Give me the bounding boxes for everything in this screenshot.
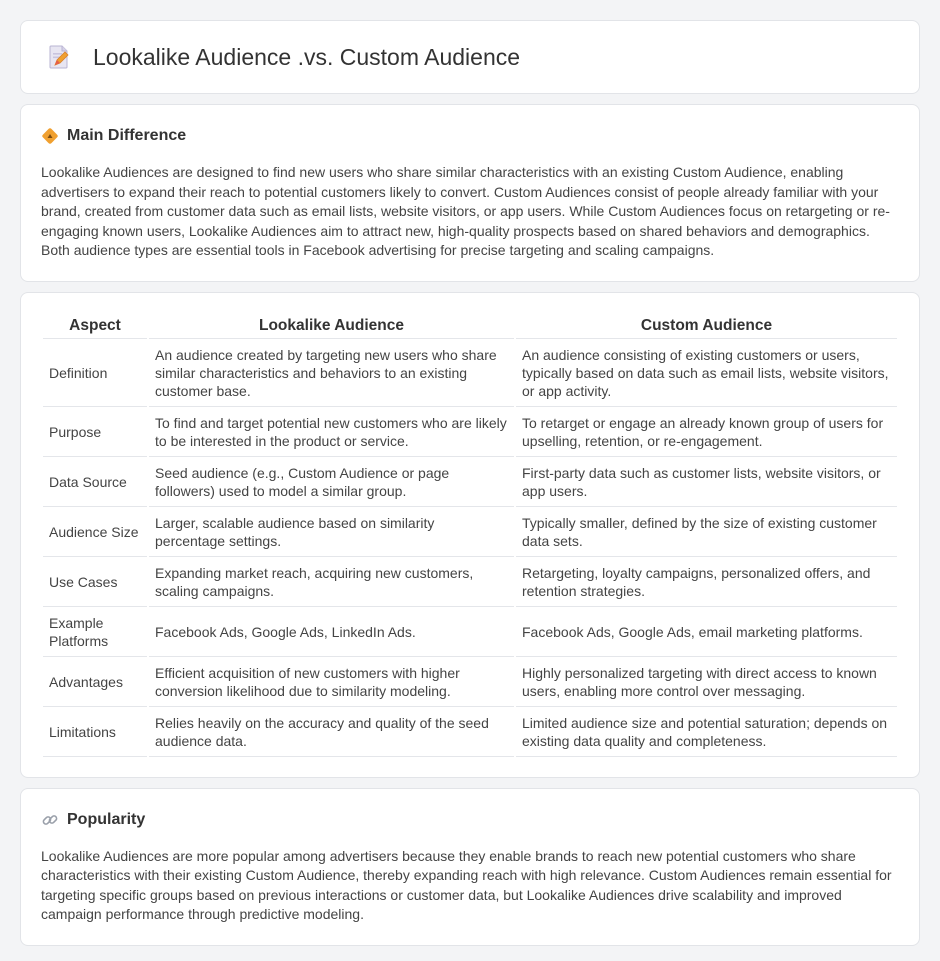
row-custom: An audience consisting of existing customers or users, typically based on data such as email lists, website visitors, or app activity.	[516, 339, 897, 407]
row-aspect: Definition	[43, 339, 147, 407]
table-row	[43, 507, 897, 557]
table-row	[43, 657, 897, 707]
table-row	[43, 557, 897, 607]
popularity-header	[41, 811, 899, 829]
row-lookalike: Facebook Ads, Google Ads, LinkedIn Ads.	[149, 607, 514, 657]
popularity-section	[20, 788, 920, 946]
header-aspect: Aspect	[43, 313, 147, 339]
table-row	[43, 339, 897, 407]
row-custom: Limited audience size and potential saturation; depends on existing data quality and completeness.	[516, 707, 897, 757]
table-row	[43, 607, 897, 657]
row-aspect: Use Cases	[43, 557, 147, 607]
main-difference-header	[41, 127, 899, 145]
table-header-row	[43, 313, 897, 339]
popularity-heading: Popularity	[67, 810, 146, 828]
row-aspect: Audience Size	[43, 507, 147, 557]
table-row	[43, 707, 897, 757]
row-custom: To retarget or engage an already known group of users for upselling, retention, or re-engagement.	[516, 407, 897, 457]
header-custom: Custom Audience	[516, 313, 897, 339]
row-lookalike: Efficient acquisition of new customers with higher conversion likelihood due to similarity modeling.	[149, 657, 514, 707]
page-title: Lookalike Audience .vs. Custom Audience	[93, 43, 521, 70]
main-difference-section	[20, 104, 920, 282]
row-lookalike: To find and target potential new customers who are likely to be interested in the product or service.	[149, 407, 514, 457]
comparison-table	[41, 313, 899, 757]
pencil-document-icon	[45, 43, 73, 71]
row-lookalike: Seed audience (e.g., Custom Audience or page followers) used to model a similar group.	[149, 457, 514, 507]
row-custom: First-party data such as customer lists, website visitors, or app users.	[516, 457, 897, 507]
row-aspect: Example Platforms	[43, 607, 147, 657]
comparison-table-card	[20, 292, 920, 778]
row-lookalike: Expanding market reach, acquiring new customers, scaling campaigns.	[149, 557, 514, 607]
row-aspect: Limitations	[43, 707, 147, 757]
row-lookalike: Larger, scalable audience based on similarity percentage settings.	[149, 507, 514, 557]
row-custom: Facebook Ads, Google Ads, email marketing platforms.	[516, 607, 897, 657]
table-row	[43, 457, 897, 507]
main-difference-heading: Main Difference	[67, 127, 187, 144]
diamond-sign-icon	[41, 127, 59, 145]
row-custom: Retargeting, loyalty campaigns, personalized offers, and retention strategies.	[516, 557, 897, 607]
table-row	[43, 407, 897, 457]
row-aspect: Data Source	[43, 457, 147, 507]
link-icon	[41, 811, 59, 829]
main-difference-text: Lookalike Audiences are designed to find new users who share similar characteristics with an existing Custom Audience, enabling advertisers to expand their reach to potential customers likely to convert. Custom Audiences consist of people already familiar with your brand, created from customer data such as email lists, website visitors, or app users. While Custom Audiences focus on retargeting or re-engaging known users, Lookalike Audiences aim to attract new, high-quality prospects based on shared behaviors and demographics. Both audience types are essential tools in Facebook advertising for precise targeting and scaling campaigns.	[41, 164, 890, 258]
row-lookalike: Relies heavily on the accuracy and quality of the seed audience data.	[149, 707, 514, 757]
row-lookalike: An audience created by targeting new users who share similar characteristics and behaviors to an existing customer base.	[149, 339, 514, 407]
row-custom: Typically smaller, defined by the size of existing customer data sets.	[516, 507, 897, 557]
row-aspect: Purpose	[43, 407, 147, 457]
popularity-text: Lookalike Audiences are more popular among advertisers because they enable brands to reach new potential customers who share characteristics with their existing Custom Audience, thereby expanding reach with high relevance. Custom Audiences remain essential for targeting specific groups based on previous interactions or customer data, but Lookalike Audiences drive scalability and improved campaign performance through predictive modeling.	[41, 847, 892, 922]
title-card	[20, 20, 920, 94]
row-custom: Highly personalized targeting with direct access to known users, enabling more control over messaging.	[516, 657, 897, 707]
row-aspect: Advantages	[43, 657, 147, 707]
header-lookalike: Lookalike Audience	[149, 313, 514, 339]
